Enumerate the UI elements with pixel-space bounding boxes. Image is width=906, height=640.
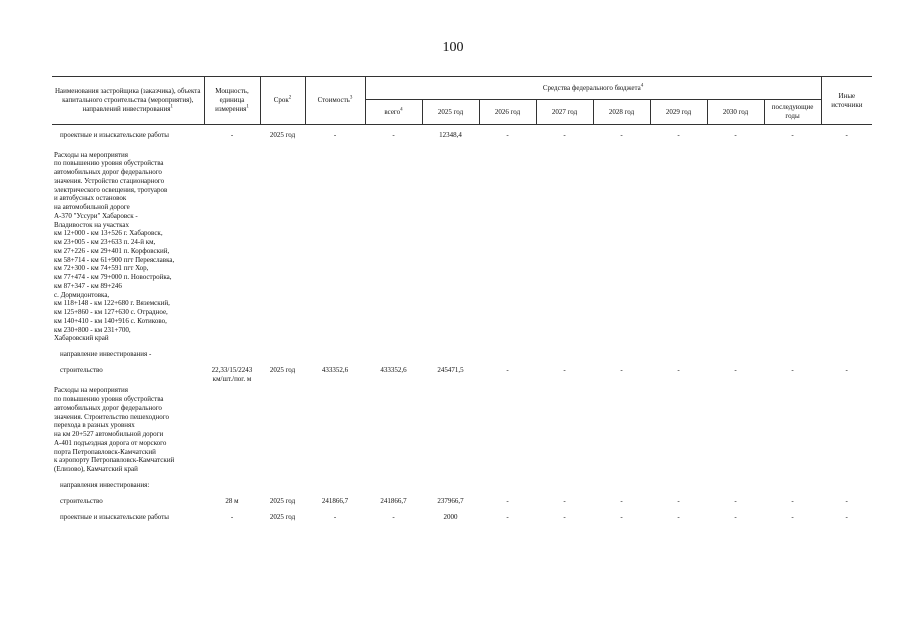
investment-table	[52, 76, 872, 522]
header-y2028: 2028 год	[593, 100, 650, 125]
header-y2025: 2025 год	[422, 100, 479, 125]
header-term: Срок$^2$	[260, 77, 305, 125]
header-y2029: 2029 год	[650, 100, 707, 125]
table-header	[52, 77, 872, 125]
header-total: всего$^4$	[365, 100, 422, 125]
table-row	[52, 344, 872, 365]
table-row: строительство 28 м 2025 год 241866,7 241866,7 237966,7 - - - - - - -	[60, 496, 848, 505]
header-y2026: 2026 год	[479, 100, 536, 125]
table-row	[52, 475, 872, 496]
project-title: Расходы на мероприятия по повышению уровня обустройства автомобильных дорог федерального значения. Устройство стационарного электрического освещения, тротуаров и автобусных остановок на автомобильной дороге А-370 "Уссури" Хабаровск - Владивосток на участках км 12+000 - км 13+526 г. Хабаровск, км 23+005 - км 23+633 п. 24-й км, км 27+226 - км 29+401 п. Корфовский, км 58+714 - км 61+900 пгт Переяславка, км 72+300 - км 74+591 пгт Хор, км 77+474 - км 79+000 п. Новостройка, км 87+347 - км 89+246 с. Дормидонтовка, км 118+148 - км 122+680 г. Вяземский, км 125+860 - км 127+630 с. Отрадное, км 140+410 - км 140+916 с. Котиково, км 230+800 - км 231+700, Хабаровский край	[54, 150, 175, 343]
table-row: проектные и изыскательские работы - 2025 год - - 2000 - - - - - - -	[60, 512, 848, 521]
table-row	[52, 384, 872, 475]
section-heading: направления инвестирования:	[60, 480, 150, 489]
header-federal: Средства федерального бюджета$^4$	[365, 77, 821, 100]
section-heading: направление инвестирования -	[60, 350, 152, 358]
table-row	[52, 147, 872, 345]
page-number: 100	[442, 40, 464, 55]
table-row: проектные и изыскательские работы - 2025 год - - 12348,4 - - - - - - -	[60, 131, 848, 139]
header-other: Иные источники	[821, 77, 872, 125]
project-title: Расходы на мероприятия по повышению уровня обустройства автомобильных дорог федерального значения. Строительство пешеходного перехода в разных уровнях на км 20+527 автомобильной дороги А-401 подъездная дорога от морского порта Петропавловск-Камчатский к аэропорту Петропавловск-Камчатский (Елизово), Камчатский край	[54, 386, 175, 473]
header-y2030: 2030 год	[707, 100, 764, 125]
table-body	[52, 125, 872, 523]
header-cost: Стоимость$^3$	[305, 77, 365, 125]
table-row: строительство 22,33/15/2243 км/шт./пог. м 2025 год 433352,6 433352,6 245471,5 - - - - - - -	[60, 365, 848, 383]
header-y2027: 2027 год	[536, 100, 593, 125]
header-capacity: Мощность, единица измерения$^1$	[204, 77, 260, 125]
header-later: последующие годы	[764, 100, 821, 125]
header-name: Наименования застройщика (заказчика), объекта капитального строительства (мероприятия), направлений инвестирования$^1$	[52, 77, 204, 125]
